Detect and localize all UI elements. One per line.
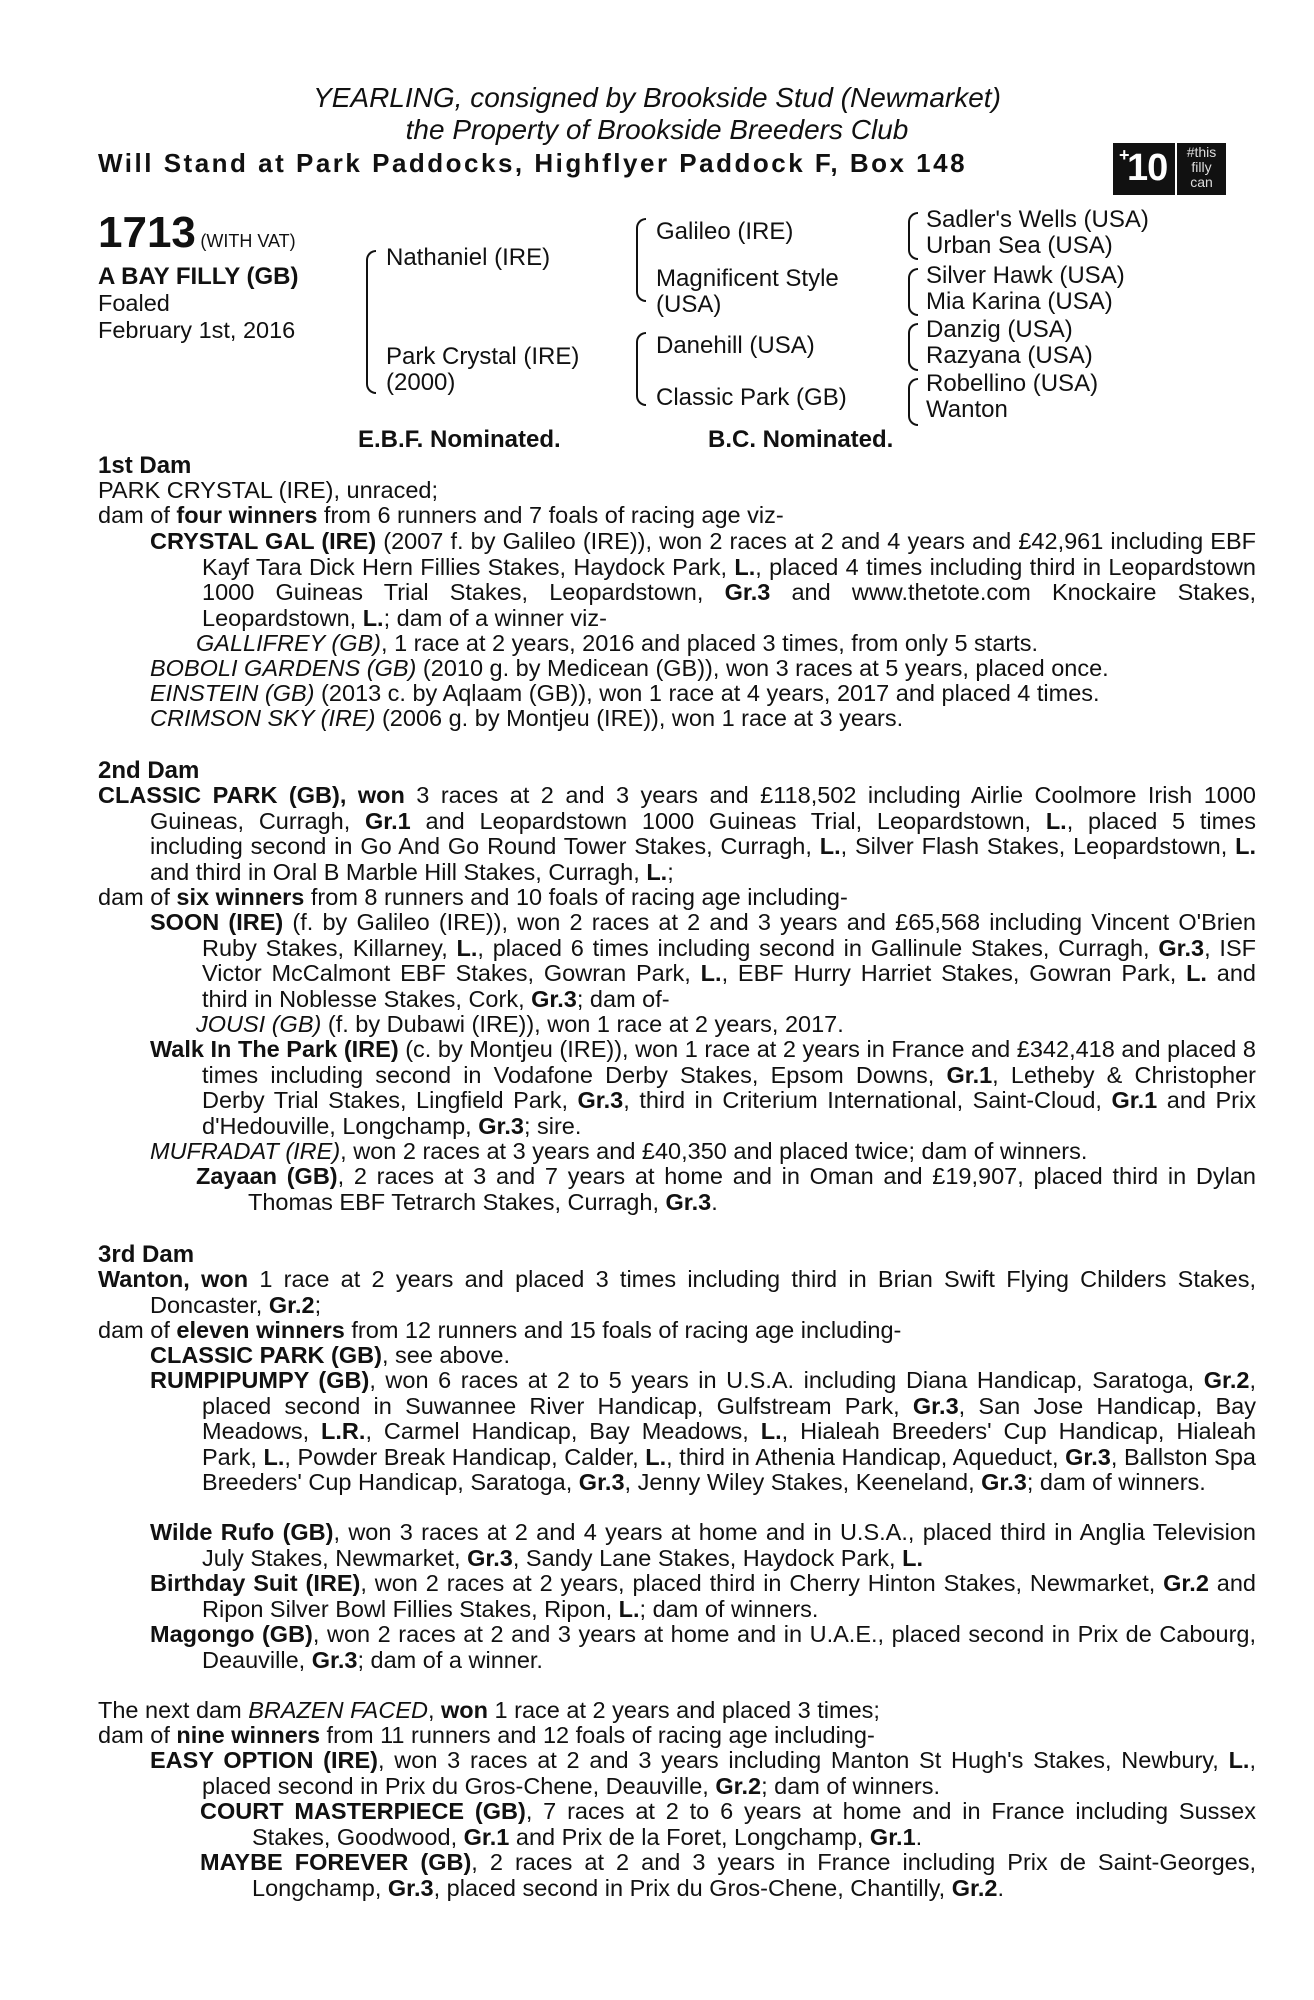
lot-number-block bbox=[98, 208, 296, 258]
produce-zayaan: Zayaan (GB), 2 races at 3 and 7 years at home and in Oman and £19,907, placed third in Dylan Thomas EBF Tetrarch Stakes, Curragh, Gr.3. bbox=[196, 1163, 1256, 1215]
produce-mufradat: MUFRADAT (IRE), won 2 races at 3 years and £40,350 and placed twice; dam of winners. bbox=[150, 1138, 1088, 1164]
ebf-nominated: E.B.F. Nominated. bbox=[358, 426, 561, 453]
produce-wilde-rufo: Wilde Rufo (GB), won 3 races at 2 and 4 years at home and in U.S.A., placed third in Anglia Television July Stakes, Newmarket, Gr.3, Sandy Lane Stakes, Haydock Park, L. bbox=[150, 1519, 1256, 1571]
produce-einstein: EINSTEIN (GB) (2013 c. by Aqlaam (GB)), won 1 race at 4 years, 2017 and placed 4 times. bbox=[150, 680, 1100, 706]
sire-line-brace bbox=[636, 218, 646, 302]
third-dam-record: Wanton, won 1 race at 2 years and placed 3 times including third in Brian Swift Flying Childers Stakes, Doncaster, Gr.2; bbox=[98, 1266, 1257, 1318]
sire-sire: Galileo (IRE) bbox=[656, 218, 794, 245]
location-line: Will Stand at Park Paddocks, Highflyer Paddock F, Box 148 bbox=[98, 148, 968, 178]
produce-crystal-gal: CRYSTAL GAL (IRE) (2007 f. by Galileo (IRE)), won 2 races at 2 and 4 years and £42,961 including EBF Kayf Tara Dick Hern Fillies Stakes, Haydock Park, L., placed 4 times including third in Leopardstown 1000 Guineas Trial Stakes, Leopardstown, Gr.3 and www.thetote.com Knockaire Stakes, Leopardstown, L.; dam of a winner viz- bbox=[150, 528, 1256, 631]
sire-dam-1: Magnificent Style bbox=[656, 265, 839, 292]
sire-dam-2: (USA) bbox=[656, 291, 722, 318]
produce-gallifrey: GALLIFREY (GB), 1 race at 2 years, 2016 and placed 3 times, from only 5 starts. bbox=[196, 630, 1039, 656]
third-dam-heading: 3rd Dam bbox=[98, 1241, 195, 1268]
produce-easy-option: EASY OPTION (IRE), won 3 races at 2 and 3 years including Manton St Hugh's Stakes, Newbury, L., placed second in Prix du Gros-Chene, Deauville, Gr.2; dam of winners. bbox=[150, 1747, 1256, 1799]
produce-rumpipumpy: RUMPIPUMPY (GB), won 6 races at 2 to 5 years in U.S.A. including Diana Handicap, Saratoga, Gr.2, placed second in Suwannee River Handicap, Gulfstream Park, Gr.3, San Jose Handicap, Bay Meadows, L.R., Carmel Handicap, Bay Meadows, L., Hialeah Breeders' Cup Handicap, Hialeah Park, L., Powder Break Handicap, Calder, L., third in Athenia Handicap, Aqueduct, Gr.3, Ballston Spa Breeders' Cup Handicap, Saratoga, Gr.3, Jenny Wiley Stakes, Keeneland, Gr.3; dam of winners. bbox=[150, 1367, 1257, 1495]
next-dam-line: The next dam BRAZEN FACED, won 1 race at 2 years and placed 3 times; bbox=[98, 1697, 880, 1723]
horse-name: A BAY FILLY (GB) bbox=[98, 263, 299, 290]
foaled-date: February 1st, 2016 bbox=[98, 317, 296, 343]
produce-walk-in-the-park: Walk In The Park (IRE) (c. by Montjeu (IRE)), won 1 race at 2 years in France and £342,418 and placed 8 times including second in Vodafone Derby Stakes, Epsom Downs, Gr.1, Letheby & Christopher Derby Trial Stakes, Lingfield Park, Gr.3, third in Criterium International, Saint-Cloud, Gr.1 and Prix d'Hedouville, Longchamp, Gr.3; sire. bbox=[150, 1036, 1256, 1139]
produce-boboli-gardens: BOBOLI GARDENS (GB) (2010 g. by Medicean (GB)), won 3 races at 5 years, placed once. bbox=[150, 655, 1109, 681]
this-filly-can-logo: + 10 #this filly can bbox=[1113, 143, 1226, 195]
produce-classic-park: CLASSIC PARK (GB), see above. bbox=[150, 1342, 510, 1368]
sire: Nathaniel (IRE) bbox=[386, 244, 551, 271]
sire-dam-brace bbox=[366, 250, 376, 394]
second-dam-heading: 2nd Dam bbox=[98, 757, 200, 784]
consignor-line: YEARLING, consigned by Brookside Stud (Newmarket) bbox=[313, 82, 1001, 113]
dam-line-brace bbox=[636, 332, 646, 406]
third-dam-produce-line: dam of eleven winners from 12 runners and 15 foals of racing age including- bbox=[98, 1317, 902, 1343]
dam: Park Crystal (IRE) bbox=[386, 343, 580, 370]
property-line: the Property of Brookside Breeders Club bbox=[405, 114, 909, 145]
first-dam-line: PARK CRYSTAL (IRE), unraced; bbox=[98, 477, 438, 503]
dam-year: (2000) bbox=[386, 369, 456, 396]
produce-jousi: JOUSI (GB) (f. by Dubawi (IRE)), won 1 race at 2 years, 2017. bbox=[196, 1011, 844, 1037]
first-dam-heading: 1st Dam bbox=[98, 452, 192, 479]
next-dam-produce-line: dam of nine winners from 11 runners and 12 foals of racing age including- bbox=[98, 1722, 875, 1748]
produce-crimson-sky: CRIMSON SKY (IRE) (2006 g. by Montjeu (IRE)), won 1 race at 3 years. bbox=[150, 705, 904, 731]
produce-birthday-suit: Birthday Suit (IRE), won 2 races at 2 years, placed third in Cherry Hinton Stakes, Newmarket, Gr.2 and Ripon Silver Bowl Fillies Stakes, Ripon, L.; dam of winners. bbox=[150, 1570, 1256, 1622]
produce-soon: SOON (IRE) (f. by Galileo (IRE)), won 2 races at 2 and 3 years and £65,568 including Vincent O'Brien Ruby Stakes, Killarney, L., placed 6 times including second in Gallinule Stakes, Curragh, Gr.3, ISF Victor McCalmont EBF Stakes, Gowran Park, L., EBF Hurry Harriet Stakes, Gowran Park, L. and third in Noblesse Stakes, Cork, Gr.3; dam of- bbox=[150, 909, 1256, 1012]
second-dam-record: CLASSIC PARK (GB), won 3 races at 2 and 3 years and £118,502 including Airlie Coolmore Irish 1000 Guineas, Curragh, Gr.1 and Leopardstown 1000 Guineas Trial, Leopardstown, L., placed 5 times including second in Go And Go Round Tower Stakes, Curragh, L., Silver Flash Stakes, Leopardstown, L. and third in Oral B Marble Hill Stakes, Curragh, L.; bbox=[98, 782, 1256, 885]
foaled-label: Foaled bbox=[98, 290, 170, 316]
produce-maybe-forever: MAYBE FOREVER (GB), 2 races at 2 and 3 years in France including Prix de Saint-Georges, Longchamp, Gr.3, placed second in Prix du Gros-Chene, Chantilly, Gr.2. bbox=[200, 1849, 1256, 1901]
dam-sire: Danehill (USA) bbox=[656, 332, 815, 359]
second-dam-produce-line: dam of six winners from 8 runners and 10 foals of racing age including- bbox=[98, 884, 848, 910]
bc-nominated: B.C. Nominated. bbox=[708, 426, 894, 453]
dam-dam: Classic Park (GB) bbox=[656, 384, 847, 411]
lot-number: 1713 bbox=[98, 208, 196, 257]
first-dam-produce-line: dam of four winners from 6 runners and 7 foals of racing age viz- bbox=[98, 502, 784, 528]
vat-label: (WITH VAT) bbox=[200, 231, 296, 251]
produce-magongo: Magongo (GB), won 2 races at 2 and 3 years at home and in U.A.E., placed second in Prix de Cabourg, Deauville, Gr.3; dam of a winner. bbox=[150, 1621, 1256, 1673]
produce-court-masterpiece: COURT MASTERPIECE (GB), 7 races at 2 to 6 years at home and in France including Sussex Stakes, Goodwood, Gr.1 and Prix de la Foret, Longchamp, Gr.1. bbox=[200, 1798, 1256, 1850]
